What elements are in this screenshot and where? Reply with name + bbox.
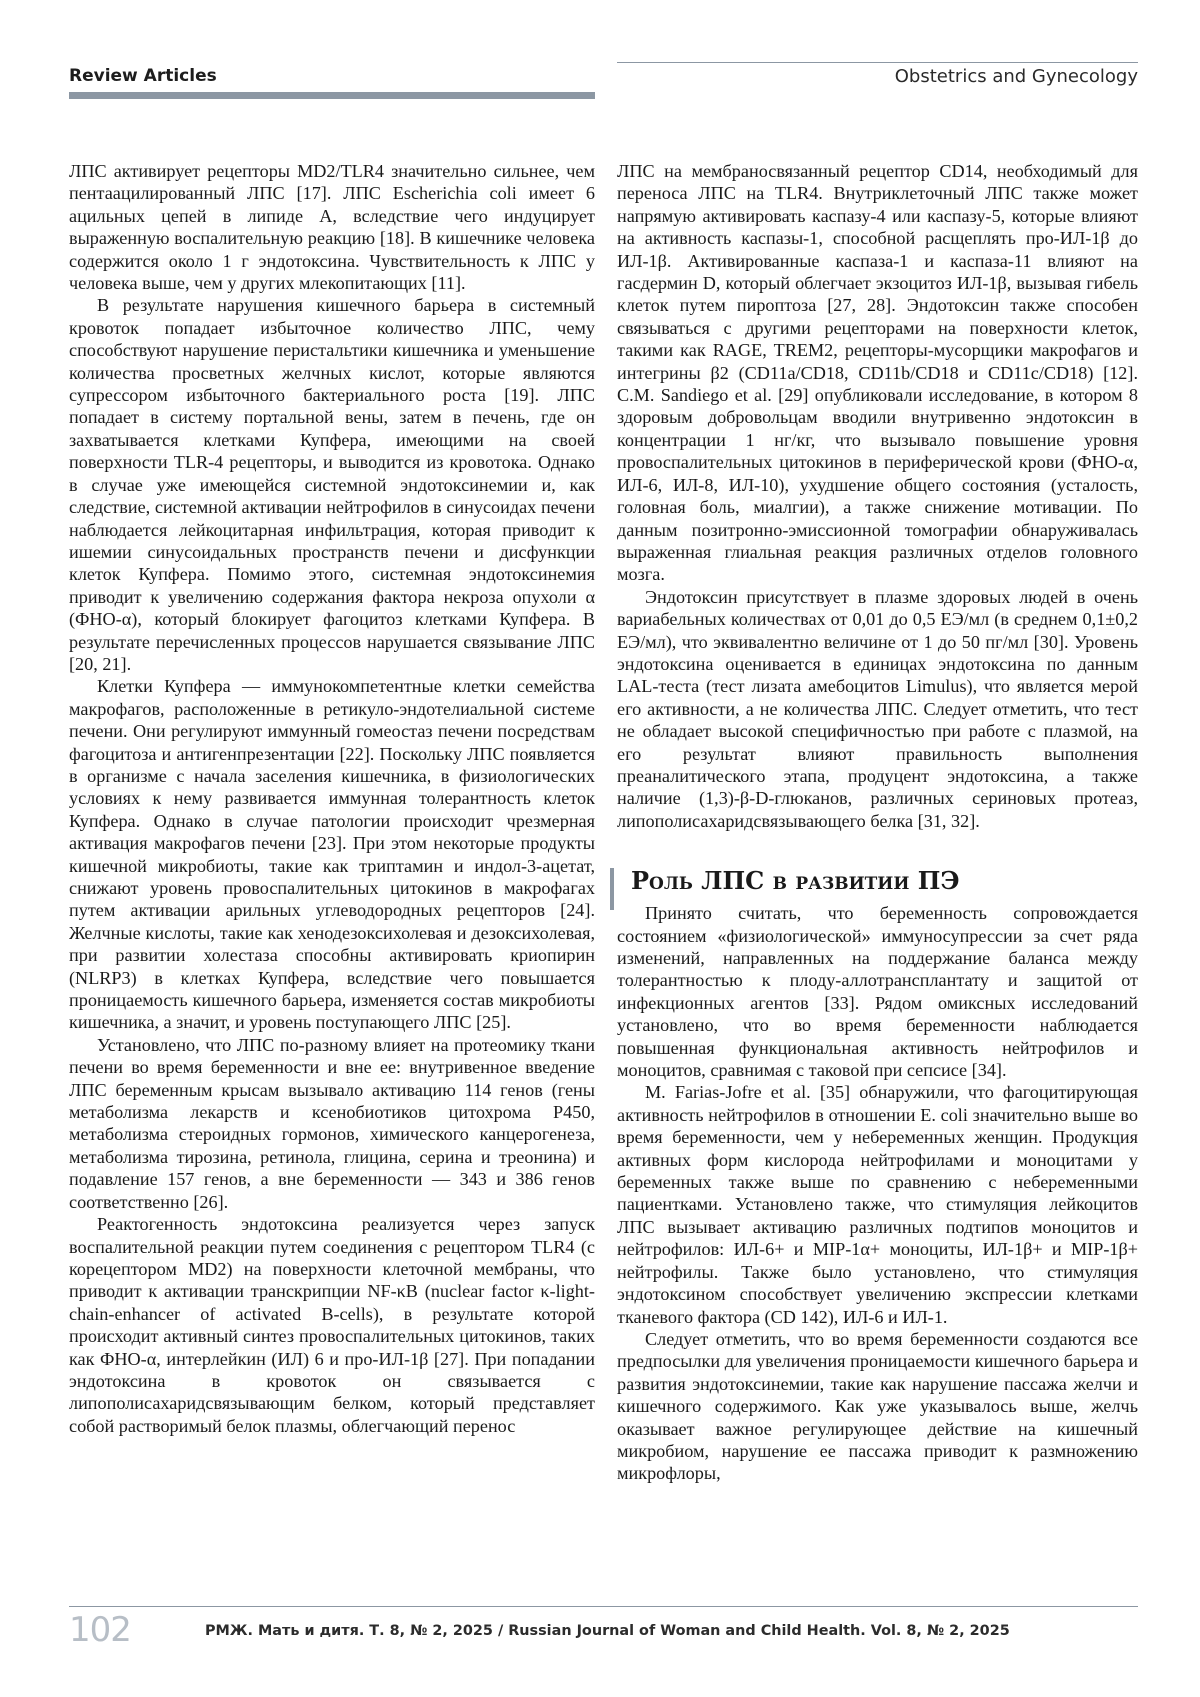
left-paragraph-4: Установлено, что ЛПС по-разному влияет на протеомику ткани печени во время беременности и вне ее: внутривенное введение ЛПС беременным крысам вызывало активацию 114 генов (гены метаболизма лекарств и ксенобиотиков цитохрома P450, метаболизма стероидных гормонов, химического канцерогенеза, метаболизма тирозина, ретинола, глицина, серина и треонина) и подавление 157 генов, а вне беременности — 343 и 386 генов соответственно [26]. <box>69 1034 595 1212</box>
journal-section-label: Obstetrics and Gynecology <box>894 66 1138 87</box>
right-paragraph-4: M. Farias-Jofre et al. [35] обнаружили, что фагоцитирующая активность нейтрофилов в отношении E. coli значительно выше во время беременности, чем у небеременных женщин. Продукция активных форм кислорода нейтрофилами и моноцитами у беременных также выше по сравнению с небеременными пациентками. Установлено также, что стимуляция лейкоцитов ЛПС вызывает активацию различных подтипов моноцитов и нейтрофилов: ИЛ-6+ и MIP-1α+ моноциты, ИЛ-1β+ и MIP-1β+ нейтрофилы. Также было установлено, что стимуляция эндотоксином способствует увеличению экспрессии клетками тканевого фактора (CD 142), ИЛ-6 и ИЛ-1. <box>617 1082 1138 1327</box>
right-paragraph-3: Принято считать, что беременность сопровождается состоянием «физиологической» иммуносупрессии за счет ряда изменений, направленных на поддержание баланса между толерантностью к плоду-аллотрансплантату и защитой от инфекционных агентов [33]. Рядом омиксных исследований установлено, что во время беременности наблюдается повышенная функциональная активность нейтрофилов и моноцитов, сравнимая с таковой при сепсисе [34]. <box>617 903 1138 1081</box>
section-heading-text: Роль ЛПС в развитии ПЭ <box>631 866 960 896</box>
left-column <box>69 160 595 1437</box>
page-number: 102 <box>69 1610 131 1650</box>
header-rule-right <box>617 62 1138 63</box>
left-paragraph-5: Реактогенность эндотоксина реализуется через запуск воспалительной реакции путем соединения с рецептором TLR4 (с корецептором MD2) на поверхности клеточной мембраны, что приводит к активации транскрипции NF-κB (nuclear factor κ-light-chain-enhancer of activated B-cells), в результате которой происходит активный синтез провоспалительных цитокинов, таких как ФНО-α, интерлейкин (ИЛ) 6 и про-ИЛ-1β [27]. При попадании эндотоксина в кровоток он связывается с липополисахаридсвязывающим белком, который представляет собой растворимый белок плазмы, облегчающий перенос <box>69 1214 595 1436</box>
footer-rule <box>69 1606 1138 1607</box>
section-heading <box>617 866 1138 896</box>
left-paragraph-3: Клетки Купфера — иммунокомпетентные клетки семейства макрофагов, расположенные в ретикуло-эндотелиальной системе печени. Они регулируют иммунный гомеостаз печени посредствам фагоцитоза и антигенпрезентации [22]. Поскольку ЛПС появляется в организме с начала заселения кишечника, в физиологических условиях к нему развивается иммунная толерантность клеток Купфера. Однако в случае патологии происходит чрезмерная активация макрофагов печени [23]. При этом некоторые продукты кишечной микробиоты, такие как триптамин и индол-3-ацетат, снижают уровень провоспалительных цитокинов в макрофагах путем активации арильных углеводородных рецепторов [24]. Желчные кислоты, такие как хенодезоксихолевая и дезоксихолевая, при развитии холестаза способны активировать криопирин (NLRP3) в клетках Купфера, вследствие чего повышается проницаемость кишечного барьера, изменяется состав микробиоты кишечника, а значит, и уровень поступающего ЛПС [25]. <box>69 676 595 1033</box>
left-paragraph-1: ЛПС активирует рецепторы MD2/TLR4 значительно сильнее, чем пентаацилированный ЛПС [17]. ЛПС Escherichia coli имеет 6 ацильных цепей в липиде А, вследствие чего индуцирует выраженную воспалительную реакцию [18]. В кишечнике человека содержится около 1 г эндотоксина. Чувствительность к ЛПС у человека выше, чем у других млекопитающих [11]. <box>69 161 595 294</box>
right-paragraph-2: Эндотоксин присутствует в плазме здоровых людей в очень вариабельных количествах от 0,01 до 0,5 ЕЭ/мл (в среднем 0,1±0,2 ЕЭ/мл), что эквивалентно величине от 1 до 50 пг/мл [30]. Уровень эндотоксина оценивается в единицах эндотоксина по данным LAL-теста (тест лизата амебоцитов Limulus), что является мерой его активности, а не количества ЛПС. Следует отметить, что тест не обладает высокой специфичностью при работе с плазмой, на его результат влияют правильность выполнения преаналитического этапа, продуцент эндотоксина, а также наличие (1,3)-β-D-глюканов, различных сериновых протеаз, липополисахаридсвязывающего белка [31, 32]. <box>617 586 1138 831</box>
right-paragraph-1: ЛПС на мембраносвязанный рецептор CD14, необходимый для переноса ЛПС на TLR4. Внутриклеточный ЛПС также может напрямую активировать каспазу-4 или каспазу-5, которые влияют на активность каспазы-1, способной расщеплять про-ИЛ-1β до ИЛ-1β. Активированные каспаза-1 и каспаза-11 влияют на гасдермин D, который облегчает экзоцитоз ИЛ-1β, вызывая гибель клеток путем пироптоза [27, 28]. Эндотоксин также способен связываться с другими рецепторами на поверхности клеток, такими как RAGE, TREM2, рецепторы-мусорщики макрофагов и интегрины β2 (CD11a/CD18, CD11b/CD18 и CD11c/CD18) [12]. C.M. Sandiego et al. [29] опубликовали исследование, в котором 8 здоровым добровольцам вводили внутривенно эндотоксин в концентрации 1 нг/кг, что вызывало повышение уровня провоспалительных цитокинов в периферической крови (ФНО-α, ИЛ-6, ИЛ-8, ИЛ-10), ухудшение общего состояния (усталость, головная боль, миалгии), а также снижение мотивации. По данным позитронно-эмиссионной томографии обнаруживалась выраженная глиальная реакция различных отделов головного мозга. <box>617 161 1138 585</box>
footer-citation: РМЖ. Мать и дитя. Т. 8, № 2, 2025 / Russian Journal of Woman and Child Health. Vol. 8, № 2, 2025 <box>205 1623 1010 1639</box>
header-rule-left <box>69 92 595 99</box>
section-label: Review Articles <box>69 66 217 86</box>
heading-accent-bar <box>610 868 614 910</box>
right-column <box>617 160 1138 1485</box>
right-paragraph-5: Следует отметить, что во время беременности создаются все предпосылки для увеличения проницаемости кишечного барьера и развития эндотоксинемии, такие как нарушение пассажа желчи и кишечного содержимого. Как уже указывалось выше, желчь оказывает важное регулирующее действие на кишечный микробиом, нарушение ее пассажа приводит к размножению микрофлоры, <box>617 1328 1138 1484</box>
left-paragraph-2: В результате нарушения кишечного барьера в системный кровоток попадает избыточное количество ЛПС, чему способствуют нарушение перистальтики кишечника и уменьшение количества просветных желчных кислот, которые являются супрессором избыточного бактериального роста [19]. ЛПС попадает в систему портальной вены, затем в печень, где он захватывается клетками Купфера, имеющими на своей поверхности TLR-4 рецепторы, и выводится из кровотока. Однако в случае уже имеющейся системной эндотоксинемии и, как следствие, системной активации нейтрофилов в синусоидах печени наблюдается лейкоцитарная инфильтрация, которая приводит к ишемии синусоидальных пространств печени и дисфункции клеток Купфера. Помимо этого, системная эндотоксинемия приводит к увеличению содержания фактора некроза опухоли α (ФНО-α), который блокирует фагоцитоз клетками Купфера. В результате перечисленных процессов нарушается связывание ЛПС [20, 21]. <box>69 295 595 674</box>
